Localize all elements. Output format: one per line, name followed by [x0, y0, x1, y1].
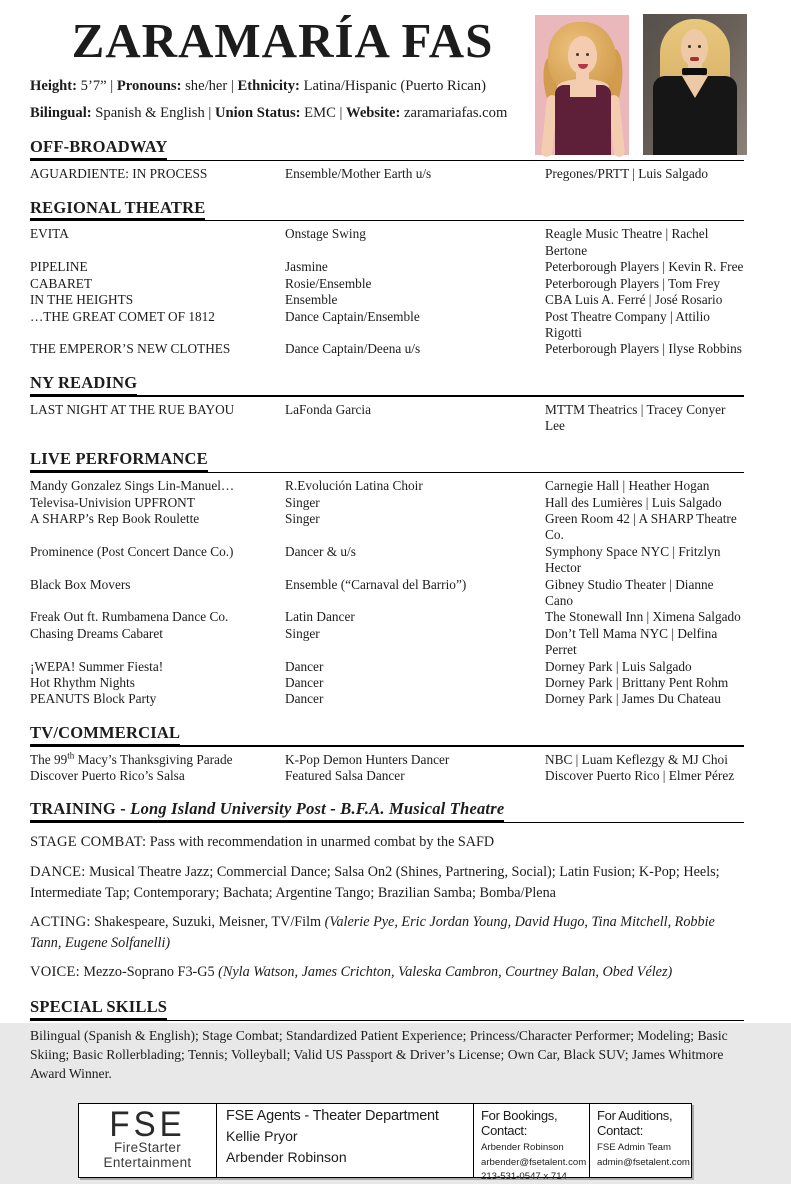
- credit-row: [30, 691, 744, 707]
- fse-logo-line2: Entertainment: [103, 1155, 192, 1171]
- section-title: NY READING: [30, 373, 137, 397]
- section-title: OFF-BROADWAY: [30, 137, 167, 161]
- agent-name: Arbender Robinson: [226, 1148, 347, 1165]
- credit-role: Ensemble/Mother Earth u/s: [285, 166, 432, 182]
- training-title-text: TRAINING -: [30, 799, 131, 819]
- section-header: [30, 997, 744, 1021]
- audition-line: FSE Admin Team: [597, 1142, 671, 1154]
- credit-row: [30, 495, 744, 511]
- training-label: VOICE:: [30, 963, 80, 980]
- credit-title: Freak Out ft. Rumbamena Dance Co.: [30, 609, 229, 625]
- credit-company: The Stonewall Inn | Ximena Salgado: [545, 609, 741, 625]
- credit-role: K-Pop Demon Hunters Dancer: [285, 751, 450, 767]
- training-title-school: Long Island University Post - B.F.A. Musical Theatre: [130, 799, 505, 819]
- credit-role: Jasmine: [285, 259, 328, 275]
- training-label: STAGE COMBAT:: [30, 834, 147, 851]
- training-item: DANCE: Musical Theatre Jazz; Commercial Dance; Salsa On2 (Shines, Partnering, Social); Latin Fusion; K-Pop; Heels; Intermediate Tap; Contemporary; Bachata; Argentine Tango; Brazilian Samba; Bomba/Plena: [30, 863, 720, 901]
- audition-lines: [597, 1141, 690, 1170]
- stat-label: Height:: [30, 77, 78, 94]
- agency-bookings-cell: [473, 1104, 589, 1182]
- credit-role: Ensemble: [285, 292, 338, 308]
- credit-company: CBA Luis A. Ferré | José Rosario: [545, 292, 723, 308]
- credit-row: [30, 752, 744, 768]
- credit-company: Dorney Park | Brittany Pent Rohm: [545, 675, 729, 690]
- credit-role: Ensemble (“Carnaval del Barrio”): [285, 576, 467, 592]
- section-live-performance: [30, 449, 744, 707]
- credit-company: MTTM Theatrics | Tracey Conyer Lee: [545, 401, 726, 433]
- training-items: [30, 832, 744, 982]
- credit-company: Pregones/PRTT | Luis Salgado: [545, 166, 709, 182]
- stats-line-1: Height: 5’7” | Pronouns: she/her | Ethnicity: Latina/Hispanic (Puerto Rican): [30, 77, 486, 94]
- section-ny-reading: [30, 373, 744, 435]
- section-title: REGIONAL THEATRE: [30, 198, 205, 222]
- credit-role: Latin Dancer: [285, 609, 355, 625]
- stat-label: Bilingual:: [30, 104, 92, 121]
- credit-role: Dance Captain/Deena u/s: [285, 341, 421, 357]
- stat-label: Union Status:: [214, 104, 301, 121]
- agent-names: [226, 1126, 464, 1167]
- credit-title: PIPELINE: [30, 259, 88, 275]
- credit-title: AGUARDIENTE: IN PROCESS: [30, 166, 208, 182]
- credit-row: [30, 768, 744, 784]
- credit-company: Dorney Park | James Du Chateau: [545, 691, 721, 707]
- credit-title: A SHARP’s Rep Book Roulette: [30, 510, 200, 526]
- credit-company: Discover Puerto Rico | Elmer Pérez: [545, 768, 735, 784]
- credit-title: Televisa-Univision UPFRONT: [30, 494, 195, 510]
- stat-label: Website:: [346, 104, 401, 121]
- credit-title: IN THE HEIGHTS: [30, 292, 134, 308]
- credit-title: Chasing Dreams Cabaret: [30, 625, 163, 641]
- agents-heading: FSE Agents - Theater Department: [226, 1108, 439, 1125]
- agency-auditions-cell: [589, 1104, 691, 1177]
- credit-company: Don’t Tell Mama NYC | Delfina Perret: [545, 625, 718, 658]
- credit-role: Dance Captain/Ensemble: [285, 308, 420, 324]
- credit-rows: [30, 752, 744, 785]
- credit-company: Dorney Park | Luis Salgado: [545, 658, 692, 674]
- credit-title: Black Box Movers: [30, 576, 131, 592]
- credit-row: [30, 402, 744, 435]
- auditions-heading: For Auditions, Contact:: [597, 1108, 673, 1139]
- credit-role: Dancer: [285, 691, 324, 707]
- fse-logo-line1: FireStarter: [113, 1140, 182, 1156]
- bookings-heading: For Bookings, Contact:: [481, 1108, 558, 1139]
- credit-role: Onstage Swing: [285, 226, 366, 242]
- credit-company: Post Theatre Company | Attilio Rigotti: [545, 308, 710, 340]
- training-item: VOICE: Mezzo-Soprano F3-G5 (Nyla Watson, James Crichton, Valeska Cambron, Courtney Balan, Obed Vélez): [30, 963, 673, 980]
- credit-row: [30, 675, 744, 691]
- credit-row: [30, 544, 744, 577]
- credit-company: Hall des Lumières | Luis Salgado: [545, 494, 722, 510]
- credit-role: R.Evolución Latina Choir: [285, 478, 423, 494]
- credit-row: [30, 341, 744, 357]
- credit-title: …THE GREAT COMET OF 1812: [30, 308, 215, 324]
- credit-rows: [30, 402, 744, 435]
- section-tv-commercial: [30, 723, 744, 785]
- stats-line-2: Bilingual: Spanish & English | Union Status: EMC | Website: zaramariafas.com: [30, 104, 508, 121]
- credit-role: LaFonda Garcia: [285, 401, 372, 417]
- audition-line: admin@fsetalent.com: [597, 1156, 690, 1168]
- credit-title: Discover Puerto Rico’s Salsa: [30, 768, 185, 784]
- superscript: th: [67, 750, 75, 761]
- fse-logo-acronym: FSE: [109, 1103, 186, 1144]
- credit-rows: [30, 166, 744, 182]
- credit-title: LAST NIGHT AT THE RUE BAYOU: [30, 401, 235, 417]
- credit-role: Rosie/Ensemble: [285, 275, 372, 291]
- section-off-broadway: [30, 137, 744, 182]
- section-header: [30, 449, 744, 473]
- section-regional-theatre: [30, 198, 744, 358]
- training-names: (Valerie Pye, Eric Jordan Young, David Hugo, Tina Mitchell, Robbie Tann, Eugene Solfanelli): [30, 913, 715, 951]
- section-header: [30, 137, 744, 161]
- training-item: STAGE COMBAT: Pass with recommendation in unarmed combat by the SAFD: [30, 834, 495, 851]
- section-special-skills: [30, 997, 744, 1083]
- credit-role: Dancer & u/s: [285, 543, 356, 559]
- credit-role: Dancer: [285, 658, 324, 674]
- section-title: TV/COMMERCIAL: [30, 723, 180, 747]
- page-title: ZARAMARÍA FAS: [71, 13, 494, 68]
- section-header: [30, 723, 744, 747]
- training-names: (Nyla Watson, James Crichton, Valeska Cambron, Courtney Balan, Obed Vélez): [218, 963, 673, 980]
- credit-company: Gibney Studio Theater | Dianne Cano: [545, 576, 714, 608]
- credit-row: [30, 276, 744, 292]
- credit-row: [30, 659, 744, 675]
- credit-role: Featured Salsa Dancer: [285, 768, 405, 784]
- booking-line: arbender@fsetalent.com: [481, 1156, 587, 1168]
- credit-sections: [30, 137, 744, 784]
- credit-title: PEANUTS Block Party: [30, 691, 157, 707]
- credit-row: [30, 626, 744, 659]
- credit-row: [30, 259, 744, 275]
- booking-line: Arbender Robinson: [481, 1142, 564, 1154]
- credit-row: [30, 577, 744, 610]
- training-item: ACTING: Shakespeare, Suzuki, Meisner, TV/Film (Valerie Pye, Eric Jordan Young, David Hugo, Tina Mitchell, Robbie Tann, Eugene Solfanelli): [30, 913, 715, 951]
- credit-role: Singer: [285, 494, 320, 510]
- credit-role: Dancer: [285, 675, 324, 690]
- agency-logo: [79, 1104, 216, 1177]
- credit-title: EVITA: [30, 226, 69, 242]
- agency-agents-cell: [216, 1104, 473, 1177]
- credit-row: [30, 166, 744, 182]
- credit-row: [30, 309, 744, 342]
- credit-rows: [30, 478, 744, 708]
- credit-row: [30, 511, 744, 544]
- credit-title: Prominence (Post Concert Dance Co.): [30, 543, 234, 559]
- credit-row: [30, 292, 744, 308]
- credit-title: ¡WEPA! Summer Fiesta!: [30, 658, 164, 674]
- booking-line: 213-531-0547 x 714: [481, 1170, 567, 1182]
- section-title: [30, 799, 504, 823]
- stat-label: Ethnicity:: [237, 77, 300, 94]
- credit-role: Singer: [285, 625, 320, 641]
- credit-company: Peterborough Players | Kevin R. Free: [545, 259, 744, 275]
- credit-company: Green Room 42 | A SHARP Theatre Co.: [545, 510, 737, 543]
- credit-company: Peterborough Players | Ilyse Robbins: [545, 341, 742, 357]
- agent-name: Kellie Pryor: [226, 1128, 298, 1145]
- credit-company: NBC | Luam Keflezgy & MJ Choi: [545, 751, 728, 767]
- training-label: ACTING:: [30, 913, 91, 930]
- credit-title: THE EMPEROR’S NEW CLOTHES: [30, 341, 231, 357]
- agency-contact-box: [78, 1103, 692, 1182]
- credit-title: Hot Rhythm Nights: [30, 675, 135, 690]
- credit-company: Reagle Music Theatre | Rachel Bertone: [545, 226, 709, 258]
- section-header: [30, 799, 744, 823]
- section-training: [30, 799, 744, 982]
- training-label: DANCE:: [30, 863, 86, 880]
- credit-company: Symphony Space NYC | Fritzlyn Hector: [545, 543, 721, 576]
- credit-rows: [30, 226, 744, 357]
- special-skills-text: Bilingual (Spanish & English); Stage Combat; Standardized Patient Experience; Princess/Character Performer; Modeling; Basic Skiing; Basic Rollerblading; Tennis; Volleyball; Valid US Passport & Driver’s License; Own Car, Black SUV; James Whitmore Award Winner.: [30, 1028, 728, 1082]
- credit-row: [30, 478, 744, 494]
- credit-row: [30, 226, 744, 259]
- stat-label: Pronouns:: [116, 77, 182, 94]
- section-title: LIVE PERFORMANCE: [30, 449, 208, 473]
- credit-title: CABARET: [30, 275, 93, 291]
- credit-row: [30, 609, 744, 625]
- credit-title: Mandy Gonzalez Sings Lin-Manuel…: [30, 478, 235, 494]
- booking-lines: [481, 1141, 587, 1184]
- credit-role: Singer: [285, 510, 320, 526]
- credit-company: Peterborough Players | Tom Frey: [545, 275, 721, 291]
- credit-title: The 99th Macy’s Thanksgiving Parade: [30, 750, 233, 767]
- section-title: SPECIAL SKILLS: [30, 997, 167, 1021]
- section-header: [30, 198, 744, 222]
- credit-company: Carnegie Hall | Heather Hogan: [545, 478, 710, 494]
- section-header: [30, 373, 744, 397]
